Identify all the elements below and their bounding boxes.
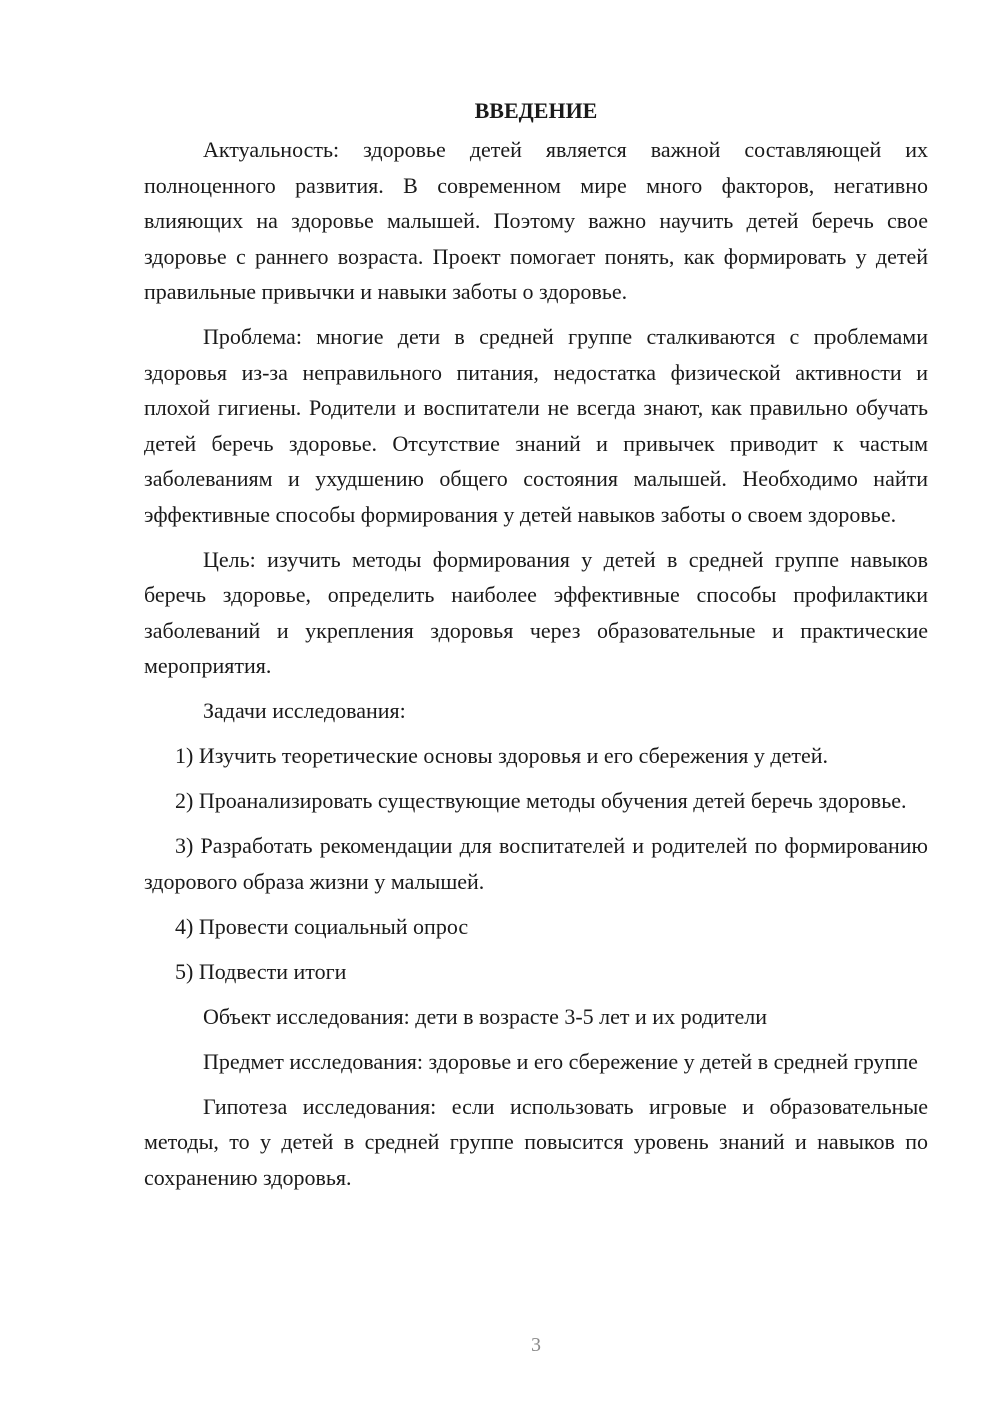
task-item-4: 4) Провести социальный опрос	[175, 913, 469, 939]
paragraph-tasks-heading: Задачи исследования:	[203, 698, 406, 723]
paragraph-goal: Цель: изучить методы формирования у детей в средней группе навыков беречь здоровье, определить наиболее эффективные способы профилактики заболеваний и укрепления здоровья через образовательные и практические мероприятия.	[144, 546, 928, 678]
paragraph-problem: Проблема: многие дети в средней группе сталкиваются с проблемами здоровья из-за неправильного питания, недостатка физической активности и плохой гигиены. Родители и воспитатели не всегда знают, как правильно обучать детей беречь здоровье. Отсутствие знаний и привычек приводит к частым заболеваниям и ухудшению общего состояния малышей. Необходимо найти эффективные способы формирования у детей навыков заботы о своем здоровье.	[144, 324, 928, 527]
section-heading: ВВЕДЕНИЕ	[474, 98, 598, 123]
paragraph-object: Объект исследования: дети в возрасте 3-5 лет и их родители	[203, 1003, 768, 1029]
paragraph-hypothesis: Гипотеза исследования: если использовать игровые и образовательные методы, то у детей в средней группе повысится уровень знаний и навыков по сохранению здоровья.	[144, 1093, 928, 1190]
task-item-5: 5) Подвести итоги	[175, 958, 347, 984]
task-item-2: 2) Проанализировать существующие методы обучения детей беречь здоровье.	[175, 788, 907, 813]
task-item-1: 1) Изучить теоретические основы здоровья и его сбережения у детей.	[175, 743, 829, 768]
paragraph-subject: Предмет исследования: здоровье и его сбережение у детей в средней группе	[203, 1048, 918, 1074]
paragraph-relevance: Актуальность: здоровье детей является важной составляющей их полноценного развития. В современном мире много факторов, негативно влияющих на здоровье малышей. Поэтому важно научить детей беречь свое здоровье с раннего возраста. Проект помогает понять, как формировать у детей правильные привычки и навыки заботы о здоровье.	[144, 137, 928, 304]
page-number: 3	[531, 1334, 541, 1356]
document-page	[144, 96, 928, 1205]
task-item-3: 3) Разработать рекомендации для воспитателей и родителей по формированию здорового образа жизни у малышей.	[144, 833, 928, 894]
